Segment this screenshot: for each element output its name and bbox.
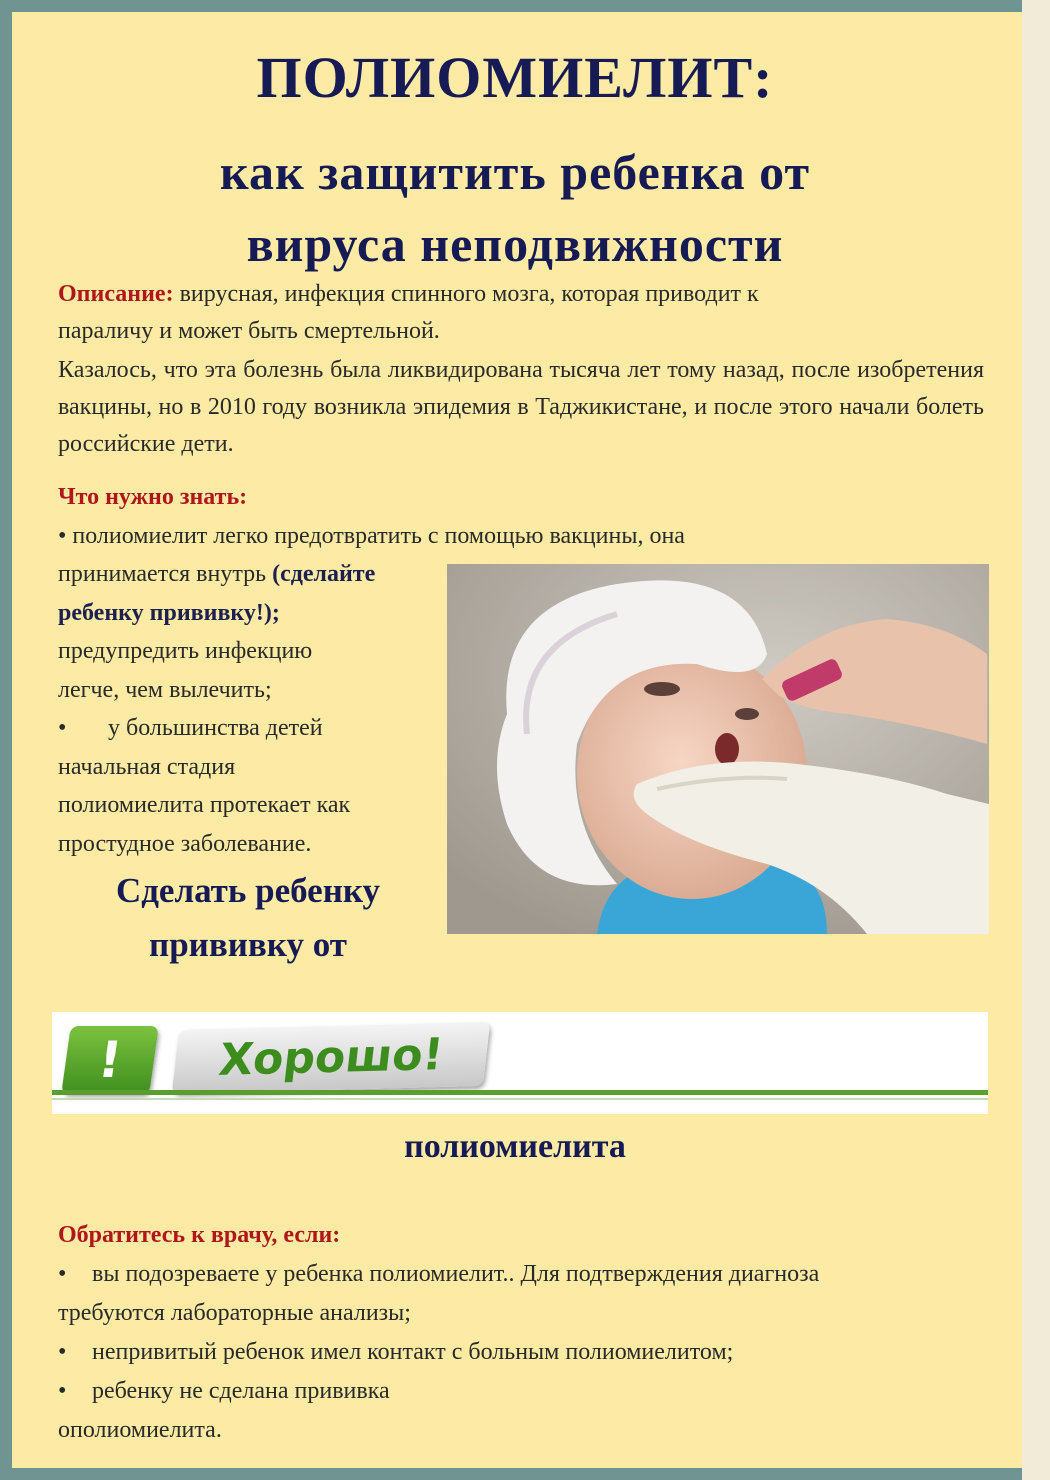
exclamation-icon: ! [61,1026,159,1094]
bullet: • [58,1378,67,1404]
page-subtitle [0,136,1030,280]
doctor-item-1b: требуются лабораторные анализы; [58,1300,411,1326]
know-line-7: начальная стадия [58,753,236,780]
know-line-2-plain: принимается внутрь [58,561,273,587]
good-label: Хорошо! [172,1022,490,1094]
doctor-item-3-text: ребенку не сделана прививка [92,1378,390,1404]
doctor-item-1-text: вы подозреваете у ребенка полиомиелит.. Для подтверждения диагноза [92,1261,820,1287]
vaccination-photo [447,564,989,934]
good-banner [52,1012,988,1114]
doctor-item-1 [58,1255,819,1294]
description-label: Описание: [58,281,174,307]
know-line-2-bold: (сделайте [272,561,376,587]
cta-text [58,864,438,972]
know-line-4: предупредить инфекцию [58,638,313,664]
subtitle-line-1: как защитить ребенка от [219,144,811,200]
description-text-1: вирусная, инфекция спинного мозга, которая приводит к [173,281,759,307]
know-line-6-text: у большинства детей [108,715,323,741]
know-line-5: легче, чем вылечить; [58,676,272,703]
cta-line-2: прививку от [149,925,347,964]
doctor-item-2 [58,1333,819,1372]
know-line-9: простудное заболевание. [58,830,312,857]
banner-divider [52,1090,988,1095]
bullet: • [58,1261,67,1287]
vaccination-photo-illustration [447,564,989,934]
know-line-3-plain: ; [271,599,280,626]
doctor-item-3b: ополиомиелита. [58,1417,222,1443]
subtitle-line-2: вируса неподвижности [246,216,784,272]
know-heading: Что нужно знать: [58,484,248,510]
bullet: • [58,715,67,741]
description-paragraph [58,276,984,350]
doctor-item-3 [58,1372,819,1411]
page-title: ПОЛИОМИЕЛИТ: [256,45,774,110]
know-line-8: полиомиелита протекает как [58,792,351,818]
description-text-2: параличу и может быть смертельной. [58,318,440,344]
doctor-heading: Обратитесь к врачу, если: [58,1222,341,1248]
doctor-section [58,1216,819,1450]
cta-line-1: Сделать ребенку [115,871,381,910]
history-paragraph: Казалось, что эта болезнь была ликвидирована тысяча лет тому назад, после изобретения вакцины, но в 2010 году возникла эпидемия в Таджикистане, и после этого начали болеть российские дети. [58,357,984,457]
bullet: • [58,1339,67,1365]
doctor-item-2-text: непривитый ребенок имел контакт с больным полиомиелитом; [92,1339,734,1365]
polio-word: полиомиелита [404,1128,626,1165]
know-line-1: • полиомиелит легко предотвратить с помощью вакцины, она [58,522,685,549]
banner-divider-shadow [52,1098,988,1100]
know-line-3-bold: ребенку прививку!) [58,599,272,626]
